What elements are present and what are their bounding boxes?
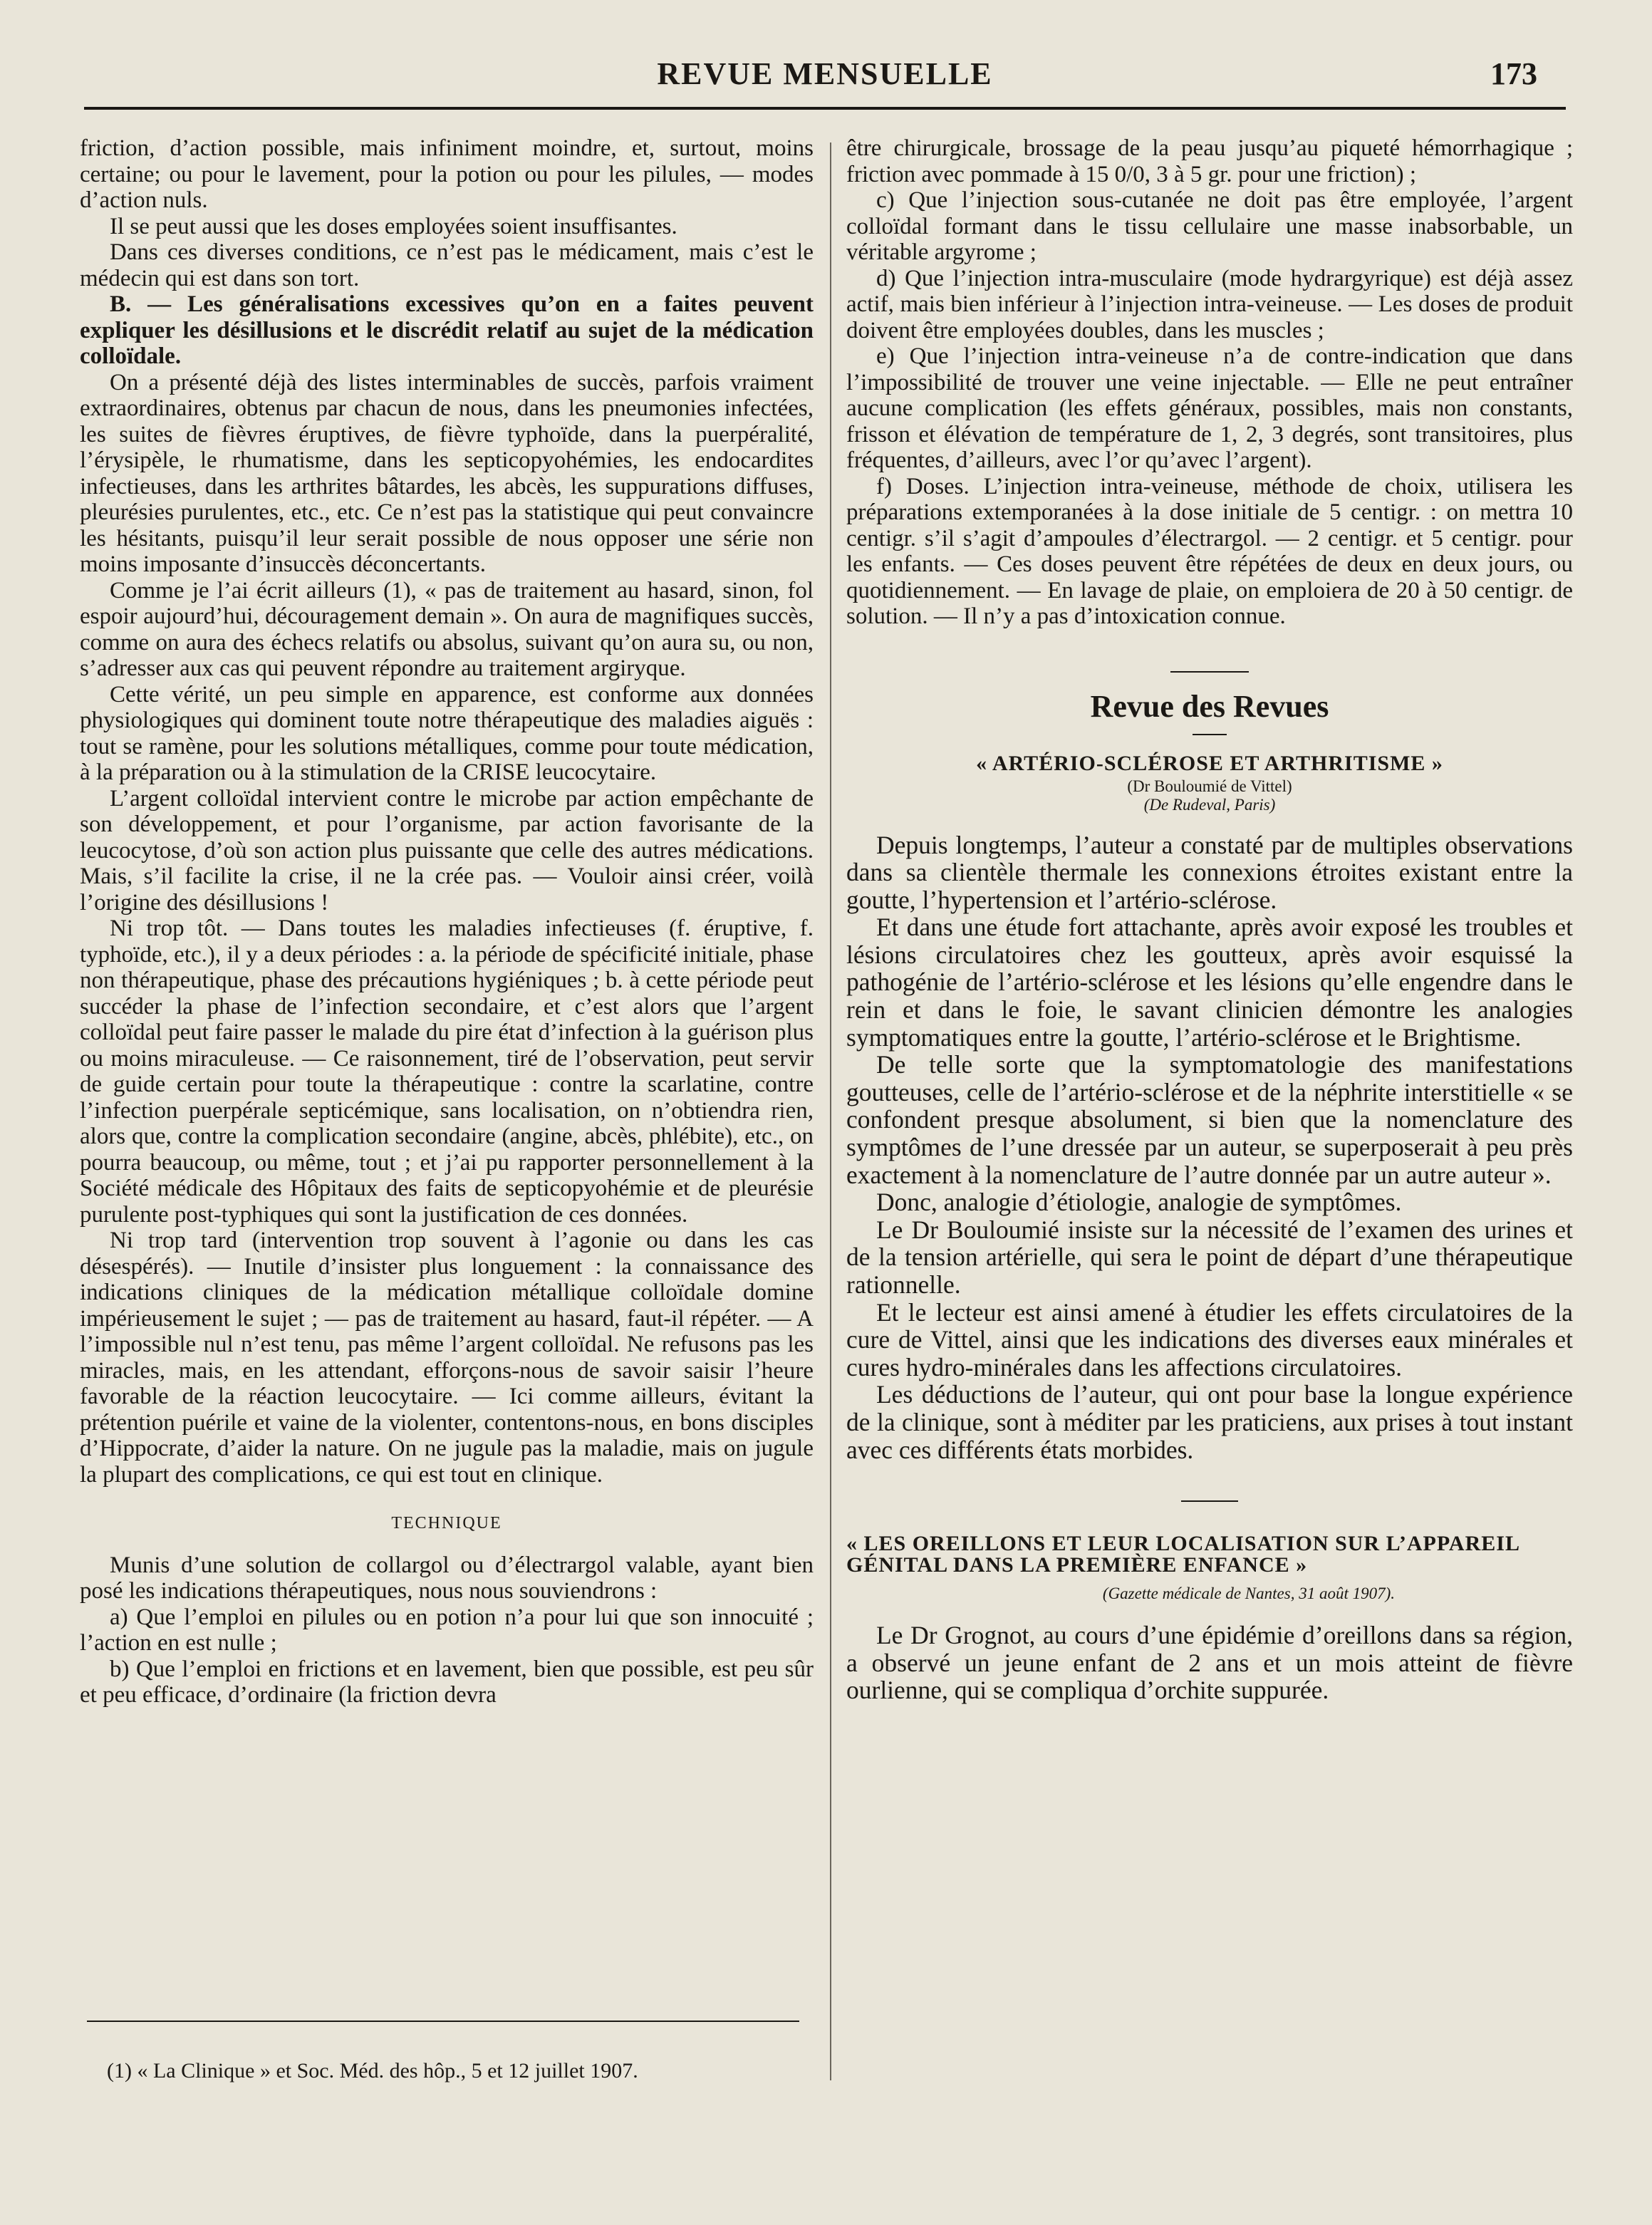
- list-item: d) Que l’injection intra-musculaire (mode hydrargyrique) est déjà assez actif, mais bien inférieur à l’injection intra-veineuse. — Les doses de produit doivent être employées doubles, dans les muscles ;: [846, 265, 1573, 343]
- paragraph: Cette vérité, un peu simple en apparence, est conforme aux données physiologiques qui dominent toute notre thérapeutique des maladies aiguës : tout se ramène, pour les solutions métalliques, comme pour toute médication, à la préparation ou à la stimulation de la CRISE leucocytaire.: [80, 681, 814, 785]
- list-item: c) Que l’injection sous-cutanée ne doit pas être employée, l’argent colloïdal formant dans le tissu cellulaire une masse inabsorbable, un véritable argyrome ;: [846, 187, 1573, 265]
- paragraph: Le Dr Bouloumié insiste sur la nécessité de l’examen des urines et de la tension artérielle, qui sera le point de départ d’une thérapeutique rationnelle.: [846, 1215, 1573, 1299]
- article-source: (De Rudeval, Paris): [1143, 795, 1276, 814]
- technique-heading: TECHNIQUE: [391, 1514, 502, 1532]
- article-title: « LES OREILLONS ET LEUR LOCALISATION SUR L’APPAREIL GÉNITAL DANS LA PREMIÈRE ENFANCE »: [846, 1532, 1519, 1577]
- header-rule: [84, 107, 1566, 110]
- page-number: 173: [1490, 56, 1537, 91]
- paragraph: Dans ces diverses conditions, ce n’est pas le médicament, mais c’est le médecin qui est dans son tort.: [80, 239, 814, 291]
- paragraph: Ni trop tôt. — Dans toutes les maladies infectieuses (f. éruptive, f. typhoïde, etc.), il y a deux périodes : a. la période de spécificité initiale, phase non thérapeutique, phase des précautions hygiéniques ; b. à cette période peut succéder la phase de l’infection secondaire, et c’est alors que l’argent colloïdal peut faire passer le malade du pire état d’infection à la guérison plus ou moins miraculeuse. — Ce raisonnement, tiré de l’observation, peut servir de guide certain pour toute la thérapeutique : contre la scarlatine, contre l’infection puerpérale septicémique, sans localisation, on n’obtiendra rien, alors que, contre la complication secondaire (angine, abcès, phlébite), etc., on pourra beaucoup, ou même, tout ; et j’ai pu rapporter personnellement à la Société médicale des Hôpitaux des faits de septicopyohémie et de pleurésie purulente post-typhiques qui sont la justification de ces données.: [80, 916, 814, 1228]
- list-item: b) Que l’emploi en frictions et en lavement, bien que possible, est peu sûr et peu efficace, d’ordinaire (la friction devra: [80, 1656, 814, 1708]
- paragraph: Et le lecteur est ainsi amené à étudier les effets circulatoires de la cure de Vittel, ainsi que les indications des diverses eaux minérales et cures hydro-minérales dans les affections circulatoires.: [846, 1297, 1573, 1381]
- paragraph: L’argent colloïdal intervient contre le microbe par action empêchante de son développement, et pour l’organisme, par action favorisante de la leucocytose, d’où son action plus puissante que celle des autres médications. Mais, s’il facilite la crise, il ne la crée pas. — Vouloir ainsi créer, voilà l’origine des désillusions !: [80, 785, 814, 916]
- paragraph: Les déductions de l’auteur, qui ont pour base la longue expérience de la clinique, sont à méditer par les praticiens, aux prises à tout instant avec ces différents états morbides.: [846, 1380, 1573, 1464]
- paragraph: Il se peut aussi que les doses employées soient insuffisantes.: [110, 213, 677, 239]
- paragraph: Ni trop tard (intervention trop souvent à l’agonie ou dans les cas désespérés). — Inutile d’insister plus longuement : la connaissance des indications cliniques de la médication métallique colloïdale domine impérieusement le sujet ; — pas de traitement au hasard, faut-il répéter. — A l’impossible nul n’est tenu, pas même l’argent colloïdal. Ne refusons pas les miracles, mais, en les attendant, efforçons-nous de savoir saisir l’heure favorable de la réaction leucocytaire. — Ici comme ailleurs, évitant la prétention puérile et vaine de la violenter, contentons-nous, en bons disciples d’Hippocrate, d’aider la nature. On ne jugule pas la maladie, mais on jugule la plupart des complications, ce qui est tout en clinique.: [80, 1228, 814, 1488]
- paragraph: friction, d’action possible, mais infiniment moindre, et, surtout, moins certaine; ou pour le lavement, pour la potion ou pour les pilules, — modes d’action nuls.: [80, 135, 814, 213]
- paragraph: être chirurgicale, brossage de la peau jusqu’au piqueté hémorrhagique ; friction avec pommade à 15 0/0, 3 à 5 gr. pour une friction) ;: [846, 135, 1573, 187]
- article-separator: [1181, 1500, 1238, 1502]
- title-rule: [1193, 734, 1227, 735]
- list-item: f) Doses. L’injection intra-veineuse, méthode de choix, utilisera les préparations extemporanées à la dose initiale de 5 centigr. : on mettra 10 centigr. s’il s’agit d’ampoules d’électrargol. — 2 centigr. et 5 centigr. pour les enfants. — Ces doses peuvent être répétées de deux en deux jours, ou quotidiennement. — En lavage de plaie, on emploiera de 20 à 50 centigr. de solution. — Il n’y a pas d’intoxication connue.: [846, 473, 1573, 629]
- article-author: (Dr Bouloumié de Vittel): [1127, 777, 1292, 795]
- paragraph: Le Dr Grognot, au cours d’une épidémie d’oreillons dans sa région, a observé un jeune enfant de 2 ans et un mois atteint de fièvre ourlienne, qui se compliqua d’orchite suppurée.: [846, 1621, 1573, 1705]
- paragraph: On a présenté déjà des listes interminables de succès, parfois vraiment extraordinaires, obtenus par chacun de nous, dans les pneumonies infectées, les suites de fièvres éruptives, de fièvre typhoïde, dans la puerpéralité, l’érysipèle, le rhumatisme, dans les septicopyohémies, les endocardites infectieuses, dans les arthrites bâtardes, les abcès, les suppurations diffuses, pleurésies purulentes, etc., etc. Ce n’est pas la statistique qui peut convaincre les hésitants, puisqu’il leur serait possible de nous opposer une série non moins imposante d’insuccès déconcertants.: [80, 369, 814, 577]
- right-column: [846, 135, 1573, 1704]
- article-title: « ARTÉRIO-SCLÉROSE ET ARTHRITISME »: [976, 752, 1443, 775]
- running-header: [84, 56, 1566, 98]
- list-item: a) Que l’emploi en pilules ou en potion n’a pour lui que son innocuité ; l’action en est nulle ;: [80, 1604, 814, 1656]
- article-body: [846, 831, 1573, 1464]
- section-title: Revue des Revues: [1090, 688, 1329, 724]
- paragraph: De telle sorte que la symptomatologie des manifestations goutteuses, celle de l’artério-sclérose et de la néphrite interstitielle « se confondent presque absolument, si bien que la nomenclature des symptômes de l’une dressée par un auteur, se superposerait à peu près exactement à la nomenclature de l’autre donnée par un autre auteur ».: [846, 1050, 1573, 1189]
- section-rule: [1170, 671, 1249, 673]
- left-column: [80, 135, 814, 1708]
- paragraph: Munis d’une solution de collargol ou d’électrargol valable, ayant bien posé les indications thérapeutiques, nous nous souviendrons :: [80, 1552, 814, 1604]
- paragraph: Donc, analogie d’étiologie, analogie de symptômes.: [876, 1188, 1402, 1217]
- list-item: e) Que l’injection intra-veineuse n’a de contre-indication que dans l’impossibilité de trouver une veine injectable. — Elle ne peut entraîner aucune complication (les effets généraux, possibles, mais non constants, frisson et élévation de température de 1, 2, 3 degrés, sont transitoires, plus fréquentes, d’ailleurs, avec l’or qu’avec l’argent).: [846, 343, 1573, 473]
- paragraph: Et dans une étude fort attachante, après avoir exposé les troubles et lésions circulatoires chez les goutteux, après avoir esquissé la pathogénie de l’artério-sclérose et les lésions qu’elle engendre dans le rein et dans le foie, le savant clinicien démontre les analogies symptomatiques entre la goutte, l’artério-sclérose et le Brightisme.: [846, 913, 1573, 1052]
- article-body: [846, 1622, 1573, 1704]
- footnote: (1) « La Clinique » et Soc. Méd. des hôp., 5 et 12 juillet 1907.: [107, 2059, 638, 2083]
- journal-title: REVUE MENSUELLE: [657, 56, 993, 91]
- paragraph-heading-b: B. — Les généralisations excessives qu’on en a faites peuvent expliquer les désillusions et le discrédit relatif au sujet de la médication colloïdale.: [80, 291, 814, 369]
- column-divider: [830, 142, 831, 2080]
- paragraph: Depuis longtemps, l’auteur a constaté par de multiples observations dans sa clientèle thermale les connexions étroites existant entre la goutte, l’hypertension et l’artério-sclérose.: [846, 830, 1573, 914]
- footnote-rule: [87, 2021, 799, 2022]
- article-source: (Gazette médicale de Nantes, 31 août 1907).: [1102, 1585, 1395, 1603]
- paragraph: Comme je l’ai écrit ailleurs (1), « pas de traitement au hasard, sinon, fol espoir aujourd’hui, découragement demain ». On aura de magnifiques succès, comme on aura des échecs relatifs ou absolus, suivant qu’on aura su, ou non, s’adresser aux cas qui peuvent répondre au traitement argiryque.: [80, 577, 814, 681]
